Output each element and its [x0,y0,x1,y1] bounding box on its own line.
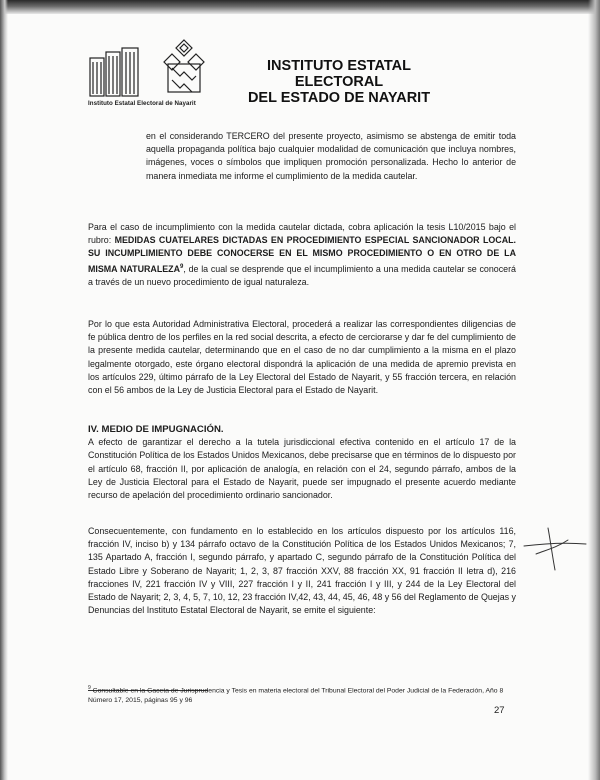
scan-edge-top [0,0,600,14]
paragraph-2 [88,221,516,289]
section-iv [88,423,516,502]
paragraph-2-end: , de la cual se desprende que el incumplimiento a una medida cautelar se conocerá a través de un nuevo procedimiento de igual naturaleza. [88,263,516,287]
paragraph-3-text: Por lo que esta Autoridad Administrativa Electoral, procederá a realizar las correspondientes diligencias de fe pública dentro de los perfiles en la red social descrita, a efecto de cerciorarse y dar fe del cumplimiento de la presente medida cautelar, determinando que en el caso de no dar cumplimiento a la misma en el plazo legalmente otorgado, este órgano electoral dispondrá la aplicación de una medida de apremio prevista en los artículos 229, último párrafo de la Ley Electoral del Estado de Nayarit, y 55 fracción tercera, en relación con el 56 ambos de la Ley de Justicia Electoral para el Estado de Nayarit. [88,319,516,396]
paragraph-1 [146,130,516,183]
scan-edge-right [588,0,600,780]
footnote-ref: 9 [180,263,184,270]
footnote-number: 9 [88,685,91,691]
footnote-text: Consultable en la Gaceta de Jurisprudencia y Tesis en materia electoral del Tribunal Electoral del Poder Judicial de la Federación, Año 8 Número 17, 2015, páginas 95 y 96 [88,687,504,704]
title-line-2: DEL ESTADO DE NAYARIT [247,90,431,106]
section-heading: IV. MEDIO DE IMPUGNACIÓN. [88,424,224,435]
page-number: 27 [494,705,505,716]
paragraph-3 [88,318,516,397]
thesis-title: MEDIDAS CUATELARES DICTADAS EN PROCEDIMIENTO ESPECIAL SANCIONADOR LOCAL. SU INCUMPLIMIENTO DEBE CONOCERSE EN EL MISMO PROCEDIMIENTO O EN OTRO DE LA MISMA NATURALEZA [88,235,516,274]
paragraph-5 [88,525,516,617]
paragraph-5-text: Consecuentemente, con fundamento en lo establecido en los artículos dispuesto por los artículos 116, fracción IV, inciso b) y 134 párrafo octavo de la Constitución Política de los Estados Unidos Mexicanos; 7, 135 Apartado A, fracción I, segundo párrafo, y apartado C, segundo párrafo de la Constitución Política del Estado Libre y Soberano de Nayarit; 1, 2, 3, 87 fracción XXV, 88 fracción XX, 91 fracción II letra d), 216 fracciones IV, 221 fracción IV y VIII, 227 fracción I y II, 241 fracción I y III, y 244 de la Ley Electoral del Estado de Nayarit; 2, 3, 4, 5, 7, 10, 12, 23 fracción IV,42, 43, 44, 45, 46, 48 y 56 del Reglamento de Quejas y Denuncias del Instituto Estatal Electoral de Nayarit, se emite el siguiente: [88,526,516,616]
footnote [88,684,518,705]
handwritten-mark [522,524,588,572]
logo-caption: Instituto Estatal Electoral de Nayarit [88,100,196,107]
paragraph-4-text: A efecto de garantizar el derecho a la tutela jurisdiccional efectiva contenido en el artículo 17 de la Constitución Política de los Estados Unidos Mexicanos, debe precisarse que en términos de lo dispuesto por el artículo 68, fracción II, por aplicación de analogía, en relación con el 24, segundo párrafo, ambos de la Ley de Justicia Electoral para el Estado de Nayarit, puede ser impugnado el presente acuerdo mediante recurso de apelación del procedimiento ordinario sancionador. [88,437,516,501]
title-line-1: INSTITUTO ESTATAL ELECTORAL [267,58,411,90]
scan-edge-left [0,0,8,780]
paragraph-1-text: en el considerando TERCERO del presente proyecto, asimismo se abstenga de emitir toda aquella propaganda política bajo cualquier modalidad de comunicación que incluya nombres, imágenes, voces o símbolos que impliquen promoción personalizada. Hecho lo anterior de manera inmediata me informe el cumplimiento de la medida cautelar. [146,131,516,181]
paragraph-2-intro: Para el caso de incumplimiento con la medida cautelar dictada, cobra aplicación la tesis L10/2015 bajo el rubro: [88,222,516,246]
document-title [224,58,454,106]
